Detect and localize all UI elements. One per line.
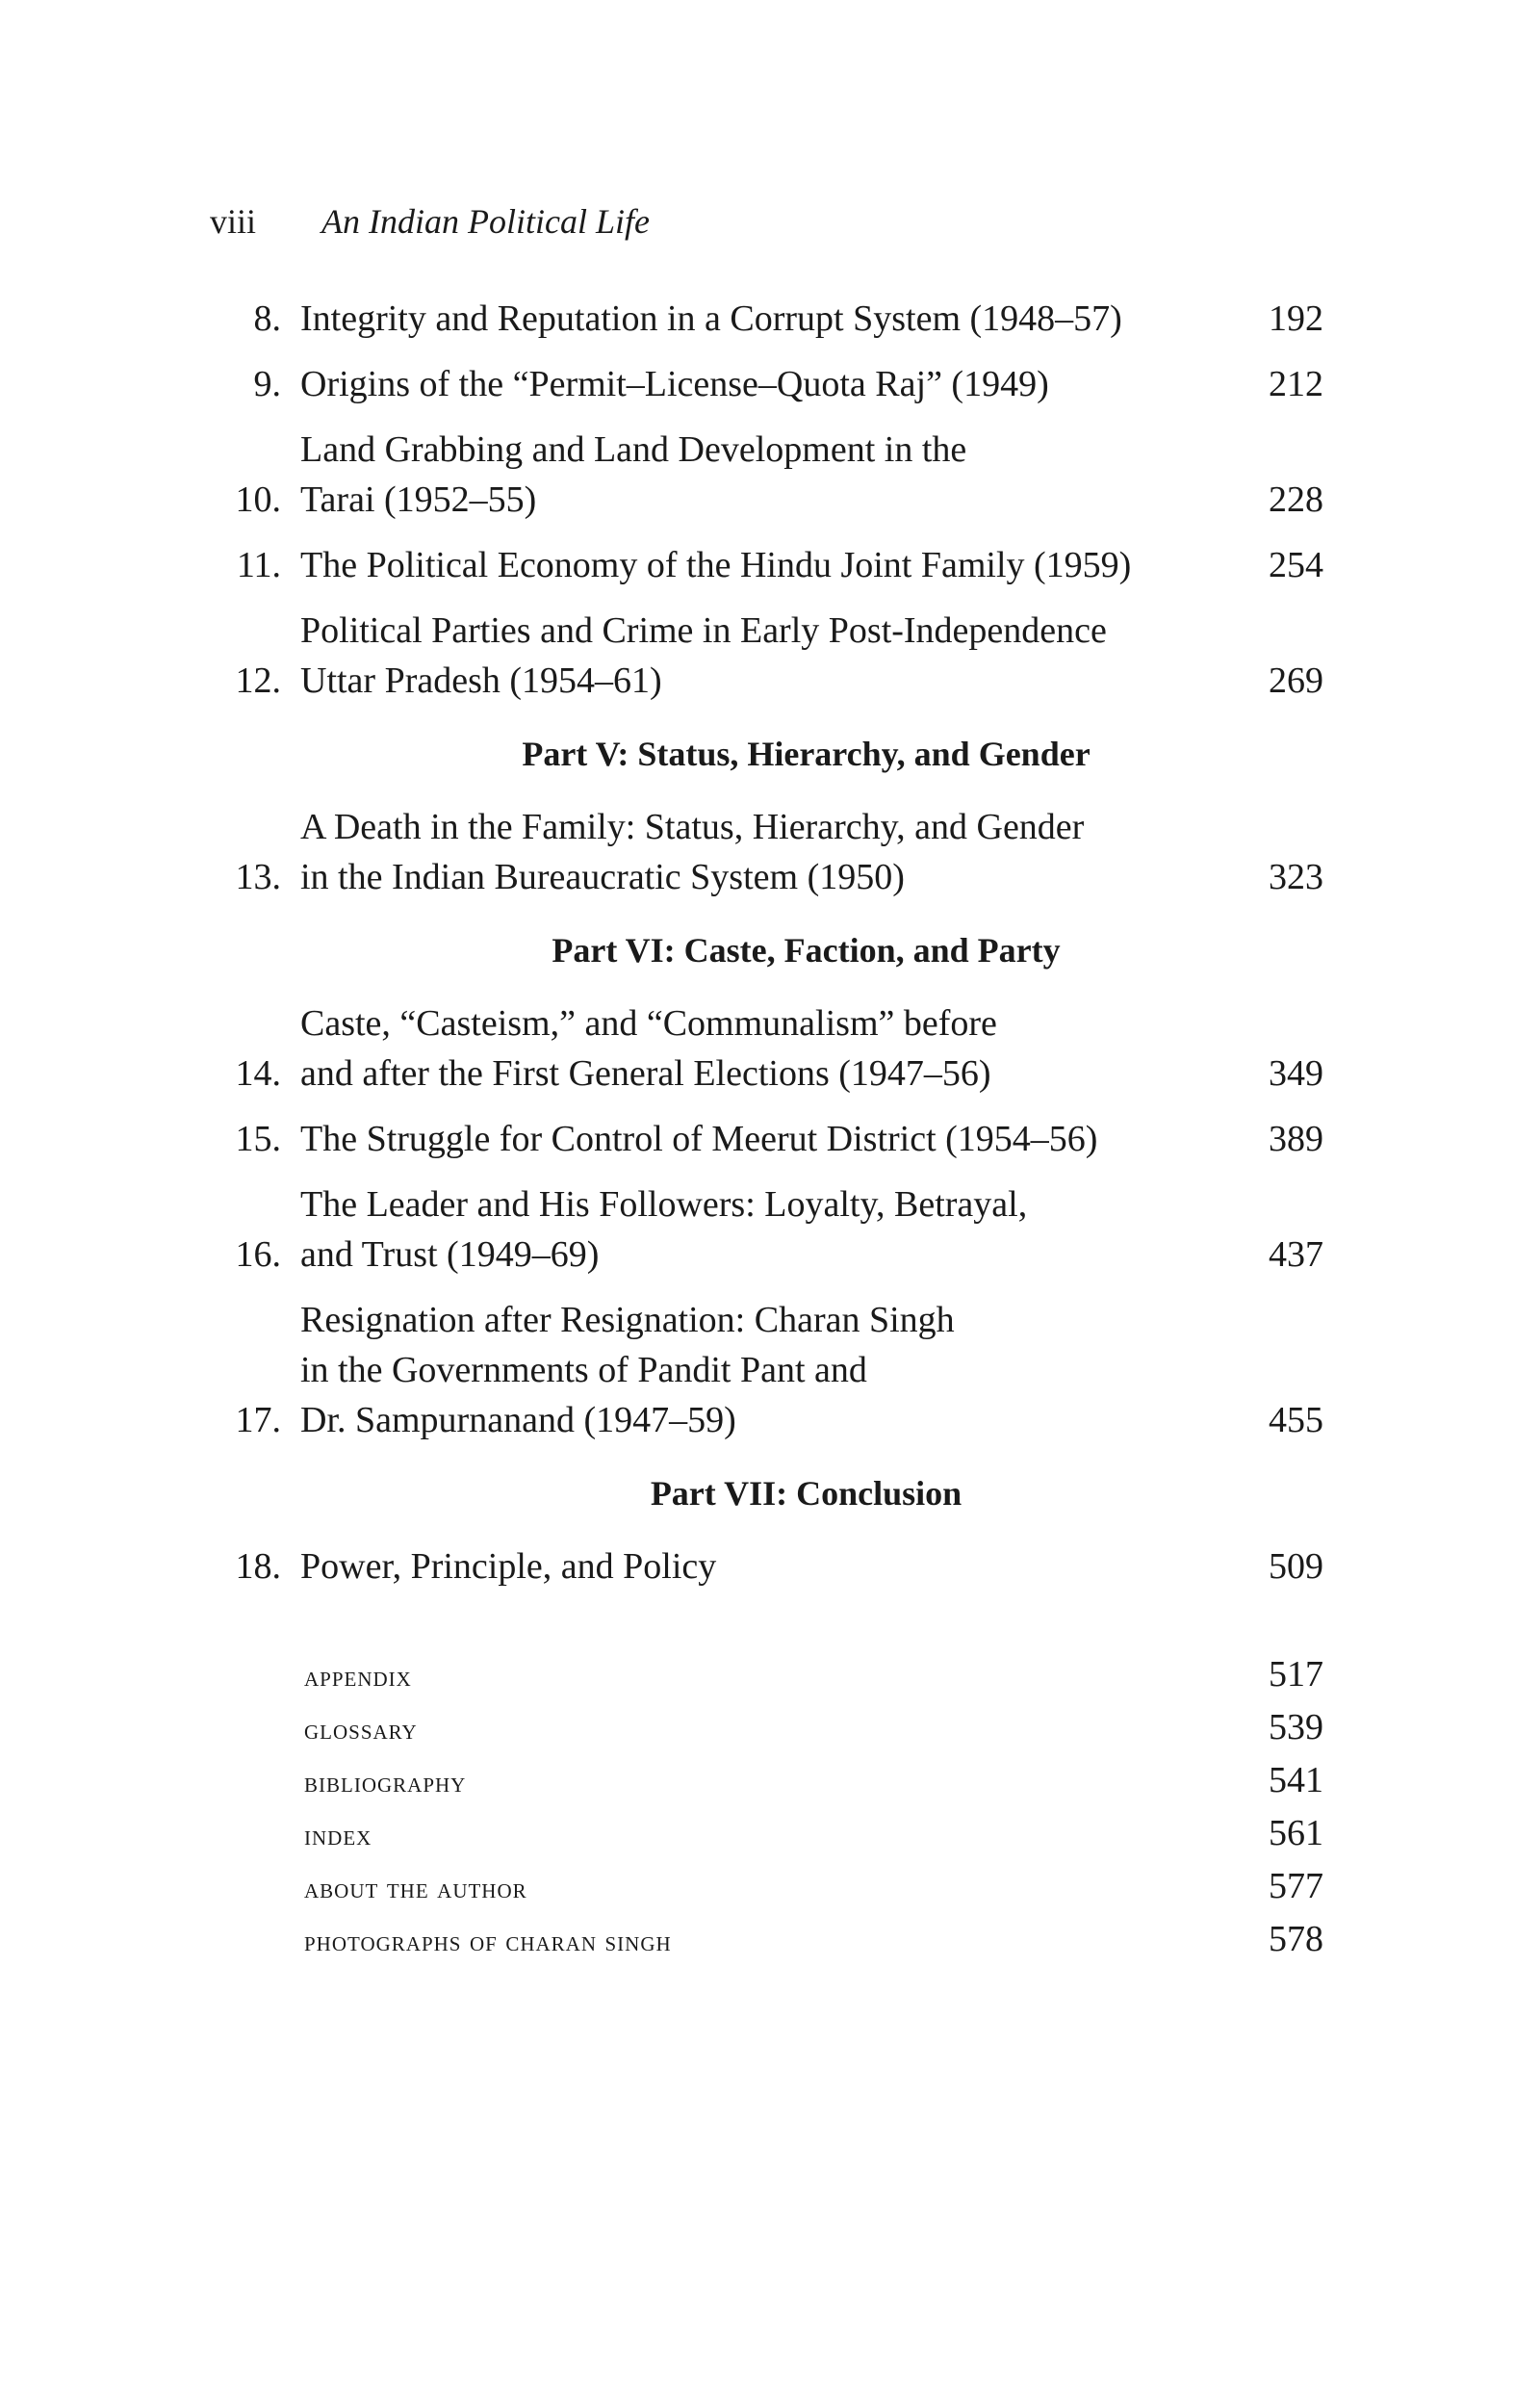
chapter-title-line: Resignation after Resignation: Charan Singh	[300, 1300, 955, 1340]
chapter-number: 16.	[235, 1234, 281, 1275]
toc-entry	[173, 1295, 1323, 1445]
chapter-title-line: in the Governments of Pandit Pant and	[300, 1350, 867, 1390]
chapter-title	[281, 359, 1218, 409]
chapter-title	[281, 1179, 1218, 1280]
chapter-title-line: The Struggle for Control of Meerut District (1954–56)	[300, 1119, 1098, 1159]
chapter-number: 11.	[236, 545, 281, 585]
part-heading-v: Part V: Status, Hierarchy, and Gender	[522, 735, 1091, 773]
chapter-title-line: Integrity and Reputation in a Corrupt System (1948–57)	[300, 298, 1122, 339]
chapter-title-line: and Trust (1949–69)	[300, 1234, 600, 1275]
page-number: 192	[1269, 298, 1323, 339]
toc-group-part-v	[173, 802, 1323, 902]
chapter-title	[281, 294, 1218, 344]
toc-entry	[173, 540, 1323, 590]
page-number: 455	[1269, 1400, 1323, 1440]
page-number: 228	[1269, 479, 1323, 520]
page-number: 541	[1269, 1760, 1323, 1800]
page-number: 389	[1269, 1119, 1323, 1159]
back-matter-label: index	[304, 1820, 372, 1851]
back-matter-entry	[304, 1702, 1323, 1755]
toc-entry	[173, 294, 1323, 344]
toc-group-part-vi	[173, 998, 1323, 1445]
page-number: 269	[1269, 660, 1323, 701]
chapter-title	[281, 425, 1218, 525]
chapter-title-line: and after the First General Elections (1947–56)	[300, 1053, 991, 1094]
chapter-title-line: in the Indian Bureaucratic System (1950)	[300, 857, 905, 897]
chapter-title-line: Uttar Pradesh (1954–61)	[300, 660, 662, 701]
chapter-number: 9.	[253, 364, 281, 404]
toc-entry	[173, 1179, 1323, 1280]
back-matter-label: appendix	[304, 1661, 412, 1693]
chapter-title-line: Caste, “Casteism,” and “Communalism” before	[300, 1003, 997, 1044]
back-matter-entry	[304, 1808, 1323, 1861]
chapter-number: 17.	[235, 1400, 281, 1440]
page-number: 539	[1269, 1707, 1323, 1747]
back-matter-label: glossary	[304, 1714, 418, 1746]
chapter-title-line: The Political Economy of the Hindu Joint Family (1959)	[300, 545, 1132, 585]
chapter-number: 15.	[235, 1119, 281, 1159]
toc-entry	[173, 1114, 1323, 1164]
chapter-title-line: Political Parties and Crime in Early Post-Independence	[300, 610, 1107, 651]
book-title: An Indian Political Life	[321, 202, 650, 241]
chapter-number: 10.	[235, 479, 281, 520]
page-folio: viii	[210, 202, 257, 241]
chapter-title-line: The Leader and His Followers: Loyalty, Betrayal,	[300, 1184, 1028, 1225]
chapter-title-line: Tarai (1952–55)	[300, 479, 537, 520]
page-number: 254	[1269, 545, 1323, 585]
chapter-title	[281, 1114, 1218, 1164]
back-matter-label: bibliography	[304, 1767, 467, 1799]
page-number: 517	[1269, 1654, 1323, 1695]
part-heading-vi: Part VI: Caste, Faction, and Party	[552, 931, 1061, 970]
toc-entry	[173, 802, 1323, 902]
part-heading-vii: Part VII: Conclusion	[650, 1474, 962, 1513]
toc-entry	[173, 998, 1323, 1099]
chapter-number: 13.	[235, 857, 281, 897]
page-number: 509	[1269, 1546, 1323, 1587]
toc-entry	[173, 1541, 1323, 1592]
back-matter-label: photographs of charan singh	[304, 1926, 672, 1957]
chapter-title	[281, 540, 1218, 590]
chapter-title-line: Dr. Sampurnanand (1947–59)	[300, 1400, 736, 1440]
back-matter-list	[173, 1649, 1323, 1967]
page-number: 349	[1269, 1053, 1323, 1094]
chapter-title-line: A Death in the Family: Status, Hierarchy, and Gender	[300, 807, 1085, 847]
page-number: 323	[1269, 857, 1323, 897]
toc-group-part-iv-continued	[173, 294, 1323, 706]
chapter-number: 8.	[253, 298, 281, 339]
chapter-number: 12.	[235, 660, 281, 701]
toc-entry	[173, 606, 1323, 706]
toc-entry	[173, 425, 1323, 525]
table-of-contents	[173, 294, 1323, 1967]
page-number: 578	[1269, 1919, 1323, 1959]
chapter-title	[281, 998, 1218, 1099]
running-head	[210, 200, 650, 243]
toc-group-part-vii	[173, 1541, 1323, 1592]
chapter-title-line: Origins of the “Permit–License–Quota Raj” (1949)	[300, 364, 1049, 404]
back-matter-label: about the author	[304, 1873, 527, 1904]
back-matter-entry	[304, 1649, 1323, 1702]
page-number: 437	[1269, 1234, 1323, 1275]
chapter-number: 14.	[235, 1053, 281, 1094]
chapter-title	[281, 802, 1218, 902]
page-number: 212	[1269, 364, 1323, 404]
chapter-title-line: Power, Principle, and Policy	[300, 1546, 717, 1587]
back-matter-entry	[304, 1914, 1323, 1967]
chapter-number: 18.	[235, 1546, 281, 1587]
back-matter-entry	[304, 1755, 1323, 1808]
toc-entry	[173, 359, 1323, 409]
chapter-title	[281, 1295, 1218, 1445]
page-number: 577	[1269, 1866, 1323, 1906]
back-matter-entry	[304, 1861, 1323, 1914]
chapter-title	[281, 606, 1218, 706]
chapter-title	[281, 1541, 1218, 1592]
chapter-title-line: Land Grabbing and Land Development in the	[300, 429, 967, 470]
page-number: 561	[1269, 1813, 1323, 1853]
